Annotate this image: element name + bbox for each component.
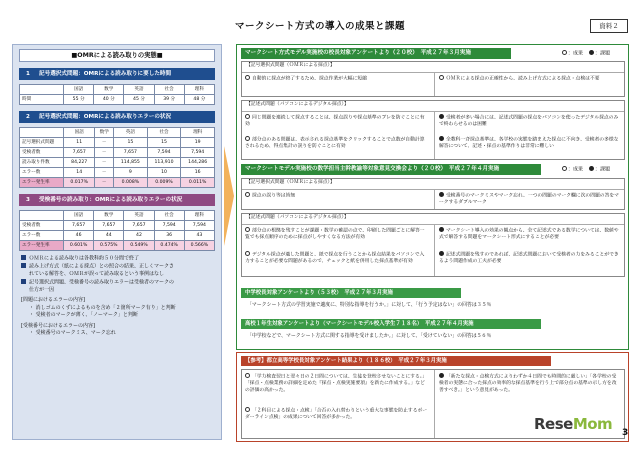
section-2-bar [19, 111, 215, 123]
box-label: 【記述式問題（パソコンによるデジタル採点）】 [246, 102, 349, 107]
table-cell: － [95, 158, 114, 168]
section-number: 3 [26, 197, 30, 203]
column-header: 理科 [181, 128, 215, 138]
column-header: 英語 [114, 128, 148, 138]
box-label: 【記述式問題（パソコンによるデジタル採点）】 [246, 215, 349, 220]
table-cell: 7,594 [154, 221, 184, 231]
result-item: ＯＭＲによる採点の正確性から、読み上げ方式による採点・点検は不要 [436, 74, 624, 84]
example-item: ・ 受検番号のマークミス、マーク忘れ [29, 330, 116, 336]
column-header [20, 211, 64, 221]
survey-2-written-box [241, 213, 625, 277]
page-title: マークシート方式の導入の成果と課題 [234, 21, 405, 32]
column-header: 社会 [154, 85, 184, 95]
issue-item: 受検番号のマークミスやマーク忘れ、一つの問題のマーク欄に次の問題の答をマークするダブルマーク [439, 193, 619, 206]
examples-heading: [受検番号におけるエラーの内容] [21, 322, 95, 329]
section-label: 受検番号の読み取り：OMRによる読み取りエラーの状況 [39, 197, 183, 203]
row-header: 受検者数 [20, 221, 64, 231]
result-item: 部分点の根拠を残すことが課題・数学の確認の点で、印刷した問題ごとに解答一覧でも採点順序のために採点がしやすくなる方法が有効 [245, 228, 425, 241]
finding-continuation: れている解答を、ＯＭＲが誤って読み取るという事例はなし [29, 271, 165, 277]
legend: ：成果 ：課題 [562, 50, 610, 57]
survey-2-bar: マークシートモデル実施校の数学担当主幹教諭等対象意見交換会より（２０校） 平成２７年４月実施 [241, 164, 541, 175]
table-cell: 114,855 [114, 158, 148, 168]
good-icon [245, 192, 250, 197]
good-icon [245, 75, 250, 80]
table-row [20, 231, 215, 241]
survey-panel [236, 44, 629, 350]
omr-panel [12, 44, 222, 440]
column-header: 英語 [124, 211, 154, 221]
table-cell: 0.017% [64, 178, 95, 188]
resemom-logo: ReseMom [534, 415, 613, 433]
table-cell: 7,657 [64, 148, 95, 158]
bullet-icon [21, 279, 26, 284]
table-cell: 144,286 [181, 158, 215, 168]
good-icon [562, 166, 567, 171]
box-label: 【記号選択式問題（ＯＭＲによる採点）】 [246, 180, 335, 185]
good-icon [245, 227, 250, 232]
table-cell: 0.549% [124, 241, 154, 251]
reference-bar: 【参考】都立高等学校長対象アンケート結果より（１８６校） 平成２７年３月実施 [241, 356, 551, 366]
finding-item: 読み上げ方式（紙による採点）との照合の結果、正しくマークさ [21, 263, 215, 271]
page-number: 3 [622, 428, 629, 438]
result-item: 採点の誤り等は皆無 [242, 191, 432, 201]
finding-item: 記号選択式問題、受検番号の読み取りエラーは受検者のマークの [21, 279, 215, 287]
table-cell: 36 [154, 231, 184, 241]
section-number: 1 [26, 71, 30, 77]
issue-icon [589, 50, 594, 55]
column-header: 国語 [64, 128, 95, 138]
table-row [20, 168, 215, 178]
bullet-icon [21, 255, 26, 260]
box-label: 【記号選択式問題（ＯＭＲによる採点）】 [246, 63, 335, 68]
table-cell: － [95, 168, 114, 178]
survey-3-result: 「マークシート方式の学習実施で適度に、特別な指導を行うか。」に対して、「行う予定はない」の回答は３５％ [247, 302, 492, 308]
examples-heading: [問題におけるエラーの内容] [21, 297, 85, 303]
column-header: 数学 [95, 128, 114, 138]
column-header: 理科 [184, 85, 214, 95]
issue-icon [589, 166, 594, 171]
survey-4-bar: 高校１年生対象アンケートより（マークシートモデル校入学生７１８名） 平成２７年４月実施 [241, 319, 541, 329]
issue-icon [439, 251, 444, 256]
findings-list [21, 255, 215, 338]
survey-4-result: 「中学校などで、マークシート方式に関する指導を受けましたか。」に対して、「受けていない」の回答は５６％ [247, 333, 492, 339]
table-cell: － [95, 138, 114, 148]
result-item: 同じ問題を連続して採点することは、採点誤りや採点基準のブレを防ぐことに有効 [245, 115, 425, 128]
table-cell: 0.009% [147, 178, 181, 188]
result-item: 自動的に採点が終了するため、採点作業が大幅に短縮 [242, 74, 432, 84]
column-header [20, 128, 64, 138]
table-cell: 0.011% [181, 178, 215, 188]
table-cell: 113,910 [147, 158, 181, 168]
section-label: 記号選択式問題：OMRによる読み取りエラーの状況 [39, 114, 172, 120]
table-row [20, 178, 215, 188]
row-header: エラー数 [20, 231, 64, 241]
table-row [20, 241, 215, 251]
example-item: ・ 消しゴムのくずによるものを含め「２箇所マーク有り」と判断 [29, 304, 176, 311]
table-cell: 7,594 [147, 148, 181, 158]
table-cell: 7,657 [124, 221, 154, 231]
survey-3-bar: 中学校長対象アンケートより（５３校） 平成２７年３月実施 [241, 288, 461, 298]
table-row [20, 158, 215, 168]
row-header: 時間 [20, 95, 64, 105]
table-header-row [20, 128, 215, 138]
result-item: デジタル採点が適した問題と、紙で採点を行うことから採点結果をパソコンで入力することが必要な問題があるので、チェックと紙を併用した採点基準が有効 [245, 252, 425, 265]
time-table [19, 84, 215, 105]
issue-item: 「新たな採点・点検方式によりわずか４日間でも時間的に厳しい」「各学校の受検者の実態に合った採点の効率的な採点基準を行う上で部分点の基準の示し方を改善すべき。」という意見があった。 [439, 374, 617, 393]
good-icon [245, 373, 250, 378]
table-cell: 0.575% [94, 241, 124, 251]
column-header: 社会 [154, 211, 184, 221]
document-label: 資料２ [590, 19, 628, 33]
survey-1-choice-box [241, 61, 625, 97]
column-header: 理科 [184, 211, 214, 221]
row-header: 受検者数 [20, 148, 64, 158]
table-cell: 42 [124, 231, 154, 241]
table-cell: 16 [181, 168, 215, 178]
table-cell: 0.601% [64, 241, 94, 251]
row-header: 読み取り件数 [20, 158, 64, 168]
result-item: 部分点のある問題は、表示される採点基準をクリックすることで点数が自動計算されるため、得点集計の誤りを防ぐことに有効 [245, 137, 425, 150]
good-icon [245, 136, 250, 141]
table-cell: 0.008% [114, 178, 148, 188]
table-row [20, 95, 215, 105]
issue-icon [439, 136, 444, 141]
table-cell: 15 [147, 138, 181, 148]
survey-2-choice-box [241, 178, 625, 210]
finding-item: ＯＭＲによる読み取りは各教科約５０分間で終了 [21, 255, 215, 263]
table-cell: 7,657 [64, 221, 94, 231]
issue-item: マークシート導入の効果の観点から、全て記述式である数学については、数値や式で解答する問題をマークシート形式にすることが必要 [439, 228, 619, 241]
section-1-bar [19, 68, 215, 80]
good-icon [245, 251, 250, 256]
table-row [20, 138, 215, 148]
row-header: エラー数 [20, 168, 64, 178]
table-cell: 9 [114, 168, 148, 178]
column-header: 国語 [64, 211, 94, 221]
issue-item: 記述式問題を残すのであれば、記述式問題において受検者の力をみることができるよう問題作成の工夫が必要 [439, 252, 619, 265]
table-cell: 7,657 [94, 221, 124, 231]
finding-continuation: 仕方が一因 [29, 286, 55, 293]
table-cell: 0.474% [154, 241, 184, 251]
table-cell: 7,657 [114, 148, 148, 158]
row-header: 記号選択式問題 [20, 138, 64, 148]
good-icon [439, 75, 444, 80]
column-header: 数学 [94, 211, 124, 221]
table-cell: 46 [64, 231, 94, 241]
table-row [20, 221, 215, 231]
table-cell: 14 [64, 168, 95, 178]
column-header: 社会 [147, 128, 181, 138]
issue-item: 全教科一斉採点基準は、各学校の実態を踏まえた採点に不向き、受検者の多様な解答について、記述・採点の基準作りは非常に難しい [439, 137, 619, 150]
issue-icon [439, 192, 444, 197]
column-header: 数学 [94, 85, 124, 95]
table-cell: 11 [64, 138, 95, 148]
table-cell: － [95, 178, 114, 188]
table-cell: 19 [181, 138, 215, 148]
row-header: エラー発生率 [20, 178, 64, 188]
table-cell: 48 分 [184, 95, 214, 105]
good-icon [245, 114, 250, 119]
table-cell: － [95, 148, 114, 158]
table-cell: 55 分 [64, 95, 94, 105]
issue-icon [439, 114, 444, 119]
table-row [20, 148, 215, 158]
table-cell: 7,594 [184, 221, 214, 231]
table-header-row [20, 211, 215, 221]
table-cell: 44 [94, 231, 124, 241]
table-cell: 0.566% [184, 241, 214, 251]
choice-error-table [19, 127, 215, 188]
column-header: 国語 [64, 85, 94, 95]
table-header-row [20, 85, 215, 95]
column-header: 英語 [124, 85, 154, 95]
table-cell: 10 [147, 168, 181, 178]
row-header: エラー発生率 [20, 241, 64, 251]
id-error-table [19, 210, 215, 251]
result-item: 「学力検査翌日と翌々日の２日間については、生徒を登校させないことにする。」「採点・点検業務の詳細を定めた『採点・点検実施要項』を新たに作成する。」などの評価の高かった。 [245, 374, 427, 393]
survey-1-bar: マークシート方式モデル実施校の校長対象アンケートより（２０校） 平成２７年３月実施 [241, 48, 511, 59]
column-header [20, 85, 64, 95]
bullet-icon [21, 263, 26, 268]
table-cell: 43 [184, 231, 214, 241]
table-cell: 39 分 [154, 95, 184, 105]
table-cell: 84,227 [64, 158, 95, 168]
section-label: 記号選択式問題：OMRによる読み取りに要した時間 [39, 71, 172, 77]
example-item: ・ 受検者のマークが薄く、「ノーマーク」と判断 [29, 312, 138, 318]
issue-icon [439, 373, 444, 378]
good-icon [562, 50, 567, 55]
table-cell: 40 分 [94, 95, 124, 105]
survey-1-written-box [241, 100, 625, 160]
result-item: 「２科目による採点・点検」「合否の入れ替わりという重大な事態を防止するボーダーライン点検」の成果について回答が多かった。 [245, 408, 428, 421]
table-cell: 45 分 [124, 95, 154, 105]
table-cell: 15 [114, 138, 148, 148]
omr-heading: ■OMRによる読み取りの実態■ [19, 49, 215, 62]
legend: ：成果 ：課題 [562, 166, 610, 173]
table-cell: 7,594 [181, 148, 215, 158]
section-3-bar [19, 194, 215, 206]
section-number: 2 [26, 114, 30, 120]
good-icon [245, 407, 250, 412]
issue-icon [439, 227, 444, 232]
issue-item: 受検者が多い場合には、記述式問題の採点をパソコンを使ったデジタル採点のみで終わらせるのは困難 [439, 115, 619, 128]
arrow-right-icon [224, 146, 234, 246]
